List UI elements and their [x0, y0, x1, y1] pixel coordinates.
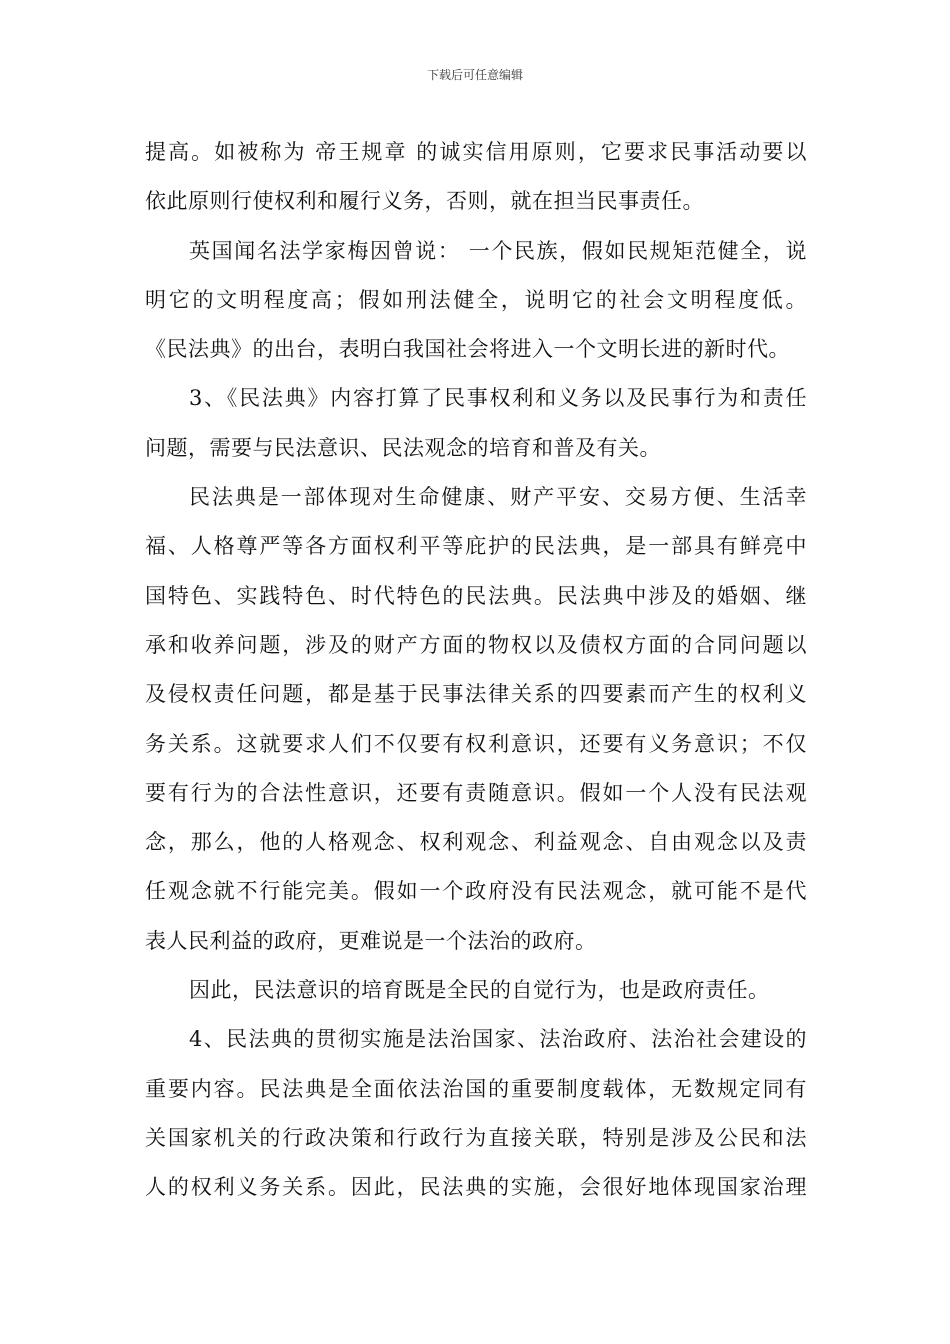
text-line: 《民法典》的出台，表明白我国社会将进入一个文明长进的新时代。 — [145, 337, 790, 362]
text-line: 明它的文明程度高；假如刑法健全，说明它的社会文明程度低。 — [145, 287, 807, 312]
text-line: 务关系。这就要求人们不仅要有权利意识，还要有义务意识；不仅 — [145, 731, 807, 756]
text-line: 依此原则行使权利和履行义务，否则，就在担当民事责任。 — [145, 189, 704, 214]
text-line: 念，那么，他的人格观念、权利观念、利益观念、自由观念以及责 — [145, 830, 807, 855]
text-line: 人的权利义务关系。因此，民法典的实施，会很好地体现国家治理 — [145, 1175, 807, 1200]
text-line: 要有行为的合法性意识，还要有责随意识。假如一个人没有民法观 — [145, 780, 807, 805]
text-line: 英国闻名法学家梅因曾说： 一个民族，假如民规矩范健全，说 — [189, 238, 807, 263]
text-line: 任观念就不行能完美。假如一个政府没有民法观念，就可能不是代 — [145, 879, 807, 904]
text-line: 表人民利益的政府，更难说是一个法治的政府。 — [145, 928, 597, 953]
text-line: 问题，需要与民法意识、民法观念的培育和普及有关。 — [145, 435, 661, 460]
document-body — [145, 128, 807, 1213]
text-line: 重要内容。民法典是全面依法治国的重要制度载体，无数规定同有 — [145, 1076, 807, 1101]
text-line: 民法典是一部体现对生命健康、财产平安、交易方便、生活幸 — [189, 485, 807, 510]
text-line: 及侵权责任问题，都是基于民事法律关系的四要素而产生的权利义 — [145, 682, 807, 707]
text-line: 4、民法典的贯彻实施是法治国家、法治政府、法治社会建设的 — [189, 1027, 807, 1052]
page-header: 下载后可任意编辑 — [426, 68, 523, 82]
text-line: 因此，民法意识的培育既是全民的自觉行为，也是政府责任。 — [189, 978, 770, 1003]
text-line: 关国家机关的行政决策和行政行为直接关联，特别是涉及公民和法 — [145, 1125, 807, 1150]
text-line: 提高。如被称为 帝王规章 的诚实信用原则，它要求民事活动要以 — [145, 140, 807, 164]
text-line: 福、人格尊严等各方面权利平等庇护的民法典，是一部具有鲜亮中 — [145, 534, 807, 559]
text-line: 3、《民法典》内容打算了民事权利和义务以及民事行为和责任 — [189, 386, 807, 411]
text-line: 承和收养问题，涉及的财产方面的物权以及债权方面的合同问题以 — [145, 632, 807, 657]
text-line: 国特色、实践特色、时代特色的民法典。民法典中涉及的婚姻、继 — [145, 583, 807, 608]
